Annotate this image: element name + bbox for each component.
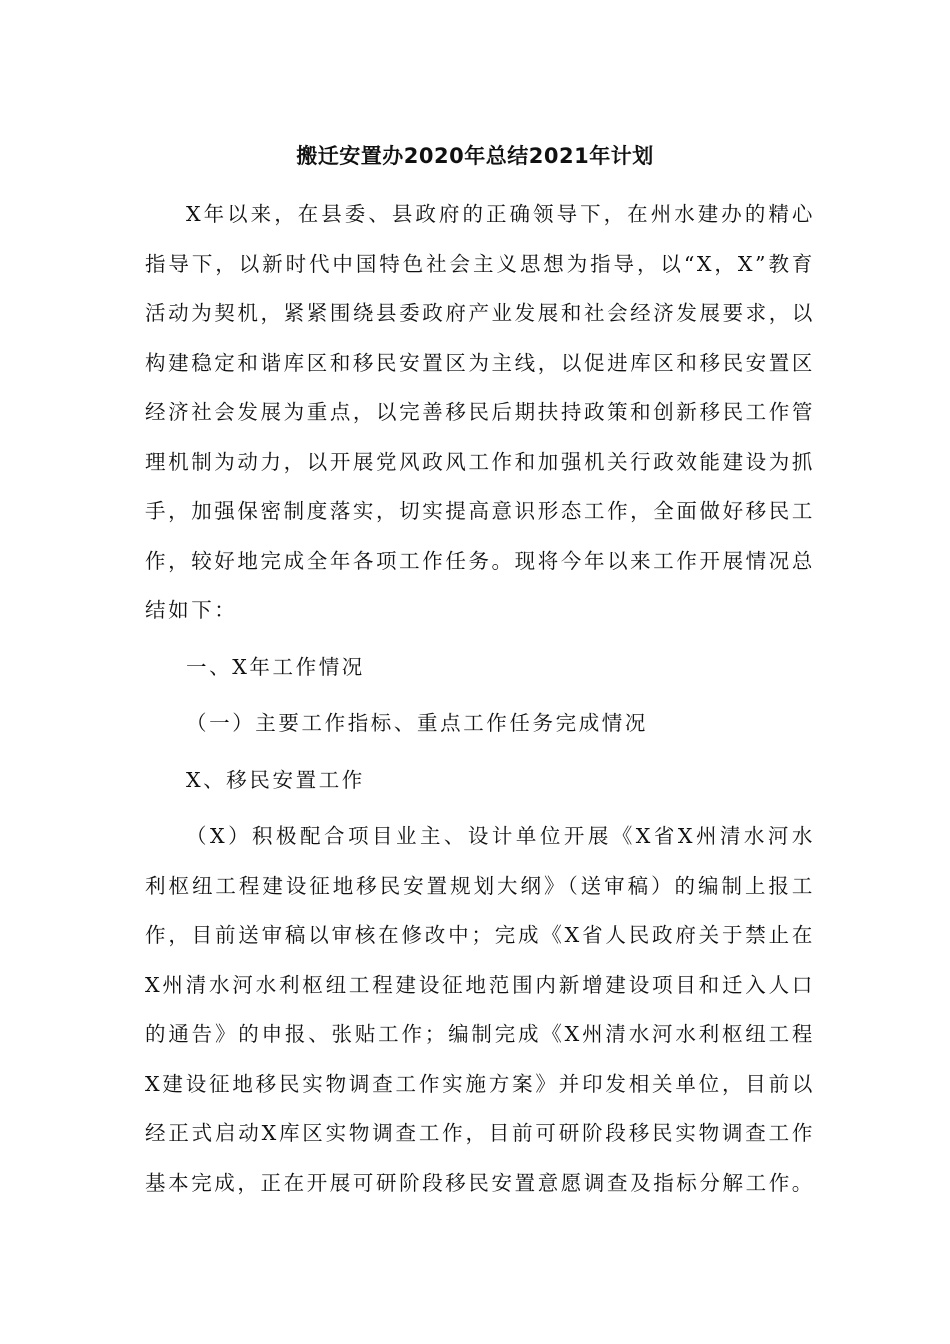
section-heading: 一、X年工作情况 — [186, 654, 365, 679]
item-heading: X、移民安置工作 — [186, 767, 365, 792]
body-paragraph: （X）积极配合项目业主、设计单位开展《X省X州清水河水利枢纽工程建设征地移民安置规划大纲》（送审稿）的编制上报工作，目前送审稿以审核在修改中；完成《X省人民政府关于禁止在X州清水河水利枢纽工程建设征地范围内新增建设项目和迁入人口的通告》的申报、张贴工作；编制完成《X州清水河水利枢纽工程X建设征地移民实物调查工作实施方案》并印发相关单位，目前以经正式启动X库区实物调查工作，目前可研阶段移民实物调查工作基本完成，正在开展可研阶段移民安置意愿调查及指标分解工作。 — [145, 824, 815, 1195]
document-body — [145, 190, 815, 1208]
subsection-heading: （一）主要工作指标、重点工作任务完成情况 — [186, 711, 648, 735]
intro-paragraph: X年以来，在县委、县政府的正确领导下，在州水建办的精心指导下，以新时代中国特色社会主义思想为指导，以“X，X”教育活动为契机，紧紧围绕县委政府产业发展和社会经济发展要求，以构建稳定和谐库区和移民安置区为主线，以促进库区和移民安置区经济社会发展为重点，以完善移民后期扶持政策和创新移民工作管理机制为动力，以开展党风政风工作和加强机关行政效能建设为抓手，加强保密制度落实，切实提高意识形态工作，全面做好移民工作，较好地完成全年各项工作任务。现将今年以来工作开展情况总结如下： — [145, 202, 815, 622]
document-title: 搬迁安置办2020年总结2021年计划 — [296, 144, 654, 168]
